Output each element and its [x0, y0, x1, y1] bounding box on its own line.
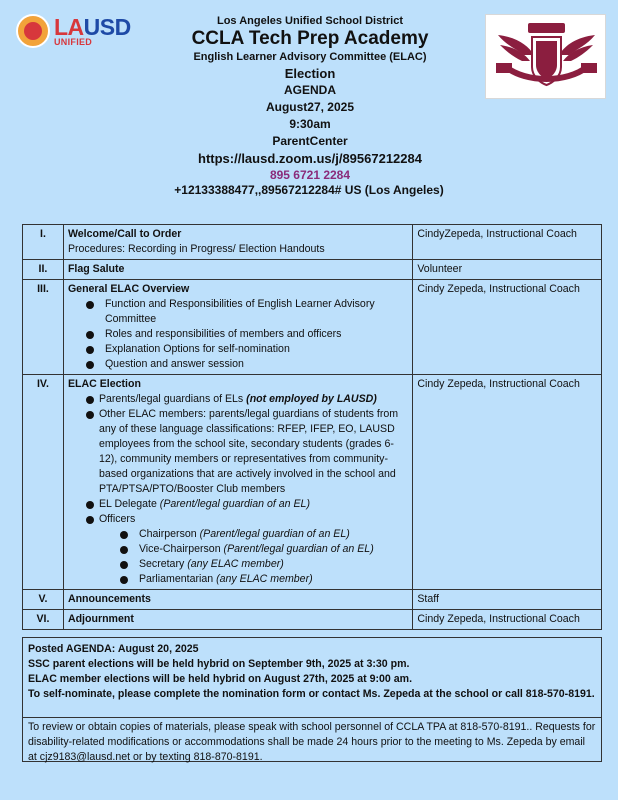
meeting-date: August27, 2025 — [265, 100, 355, 114]
item-number: III. — [23, 280, 64, 375]
self-nomination-note: To self-nominate, please complete the nomination form or contact Ms. Zepeda at the school or call 818-570-8191. — [28, 688, 595, 700]
item-presenter: Cindy Zepeda, Instructional Coach — [413, 375, 602, 590]
item-topic — [63, 610, 412, 630]
list-item: Officers — [86, 512, 408, 527]
item-presenter: Volunteer — [413, 260, 602, 280]
item-topic — [63, 590, 412, 610]
meeting-type: Election — [284, 66, 336, 81]
item-number: VI. — [23, 610, 64, 630]
district-name: Los Angeles Unified School District — [216, 15, 403, 27]
item-presenter: Cindy Zepeda, Instructional Coach — [413, 610, 602, 630]
posted-date: Posted AGENDA: August 20, 2025 — [28, 643, 199, 655]
list-item: Function and Responsibilities of English Learner Advisory Committee — [86, 297, 408, 327]
item-topic — [63, 225, 412, 260]
lausd-wordmark: LAUSD — [54, 14, 131, 40]
item-topic — [63, 375, 412, 590]
table-row — [23, 590, 602, 610]
item-number: V. — [23, 590, 64, 610]
list-item: Roles and responsibilities of members and officers — [86, 327, 408, 342]
committee-name: English Learner Advisory Committee (ELAC) — [193, 51, 427, 63]
list-item: Secretary (any ELAC member) — [120, 557, 408, 572]
zoom-link[interactable]: https://lausd.zoom.us/j/89567212284 — [198, 151, 422, 166]
overview-bullets — [86, 297, 408, 372]
item-title: Adjournment — [67, 613, 134, 625]
lausd-seal-icon — [16, 14, 50, 48]
item-title: Welcome/Call to Order — [67, 228, 182, 240]
item-title: Announcements — [67, 593, 151, 605]
officer-bullets — [120, 527, 408, 587]
lausd-unified-label: UNIFIED — [54, 37, 93, 47]
item-topic — [63, 280, 412, 375]
school-name: CCLA Tech Prep Academy — [191, 28, 429, 49]
ssc-election-note: SSC parent elections will be held hybrid on September 9th, 2025 at 3:30 pm. — [28, 658, 410, 670]
item-presenter: CindyZepeda, Instructional Coach — [413, 225, 602, 260]
elac-election-note: ELAC member elections will be held hybrid on August 27th, 2025 at 9:00 am. — [28, 673, 413, 685]
list-item: Question and answer session — [86, 357, 408, 372]
meeting-code: 895 6721 2284 — [269, 168, 351, 182]
list-item: Chairperson (Parent/legal guardian of an EL) — [120, 527, 408, 542]
item-number: IV. — [23, 375, 64, 590]
school-crest-logo — [485, 14, 606, 99]
election-bullets — [86, 392, 408, 527]
winged-crest-icon — [486, 15, 607, 100]
table-row — [23, 225, 602, 260]
table-row — [23, 260, 602, 280]
agenda-header — [150, 14, 470, 184]
list-item: Parents/legal guardians of ELs (not employed by LAUSD) — [86, 392, 408, 407]
lausd-logo — [16, 14, 144, 50]
item-title: Flag Salute — [67, 263, 125, 275]
table-row — [23, 375, 602, 590]
agenda-label: AGENDA — [283, 83, 336, 97]
materials-note: To review or obtain copies of materials, please speak with school personnel of CCLA TPA at 818-570-8191.. Requests for disability-related modifications or accommodations shall be made 24 hours prior to the meeting to Ms. Zepeda by email at cjz9183@lausd.net or by texting 818-870-8191. — [28, 721, 596, 763]
item-number: I. — [23, 225, 64, 260]
notes-box — [22, 637, 602, 762]
table-row — [23, 280, 602, 375]
agenda-table — [22, 224, 602, 630]
item-title: General ELAC Overview — [67, 283, 190, 295]
list-item: Parliamentarian (any ELAC member) — [120, 572, 408, 587]
list-item: Explanation Options for self-nomination — [86, 342, 408, 357]
item-presenter: Staff — [413, 590, 602, 610]
dial-in-number[interactable]: +12133388477,,89567212284# US (Los Angeles) — [174, 183, 444, 197]
item-presenter: Cindy Zepeda, Instructional Coach — [413, 280, 602, 375]
item-number: II. — [23, 260, 64, 280]
item-detail: Procedures: Recording in Progress/ Election Handouts — [67, 243, 325, 255]
item-title: ELAC Election — [67, 378, 141, 390]
meeting-location: ParentCenter — [272, 134, 348, 148]
item-topic — [63, 260, 412, 280]
table-row — [23, 610, 602, 630]
list-item: EL Delegate (Parent/legal guardian of an EL) — [86, 497, 408, 512]
list-item: Other ELAC members: parents/legal guardians of students from any of these language classifications: RFEP, IFEP, EO, LAUSD employees from the school site, secondary students (grades 6-12), community members or representatives from community-based organizations that are actively involved in the school and PTA/PTSA/PTO/Booster Club members — [86, 407, 408, 497]
announcement-notes — [23, 638, 601, 718]
meeting-time: 9:30am — [289, 117, 331, 131]
list-item: Vice-Chairperson (Parent/legal guardian of an EL) — [120, 542, 408, 557]
